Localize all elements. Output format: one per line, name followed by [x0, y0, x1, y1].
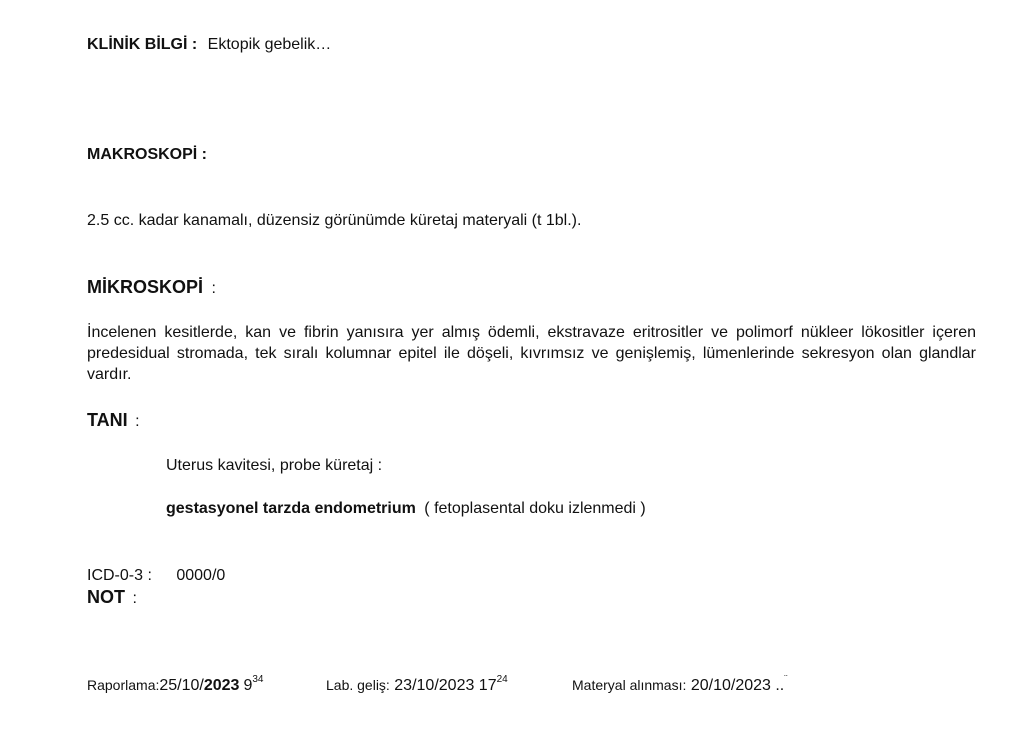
report-year: 2023 — [203, 677, 240, 694]
footer-report — [87, 674, 264, 695]
report-date: 25/10/ — [159, 677, 204, 694]
diagnosis-heading-line — [87, 410, 140, 431]
clinical-info-line — [87, 36, 331, 54]
diagnosis-colon: : — [135, 413, 140, 430]
lab-minute: 24 — [496, 674, 508, 685]
clinical-info-value: Ektopik gebelik… — [207, 36, 332, 53]
material-trail: ¨ — [784, 674, 788, 685]
footer-lab — [326, 674, 508, 695]
microscopy-colon: : — [211, 280, 216, 297]
icd-value: 0000/0 — [176, 567, 226, 584]
lab-label: Lab. geliş: — [326, 677, 390, 693]
lab-date: 23/10/2023 17 — [394, 677, 497, 694]
diagnosis-finding: gestasyonel tarzda endometrium — [166, 500, 416, 517]
report-label: Raporlama: — [87, 677, 160, 693]
material-label: Materyal alınması: — [572, 677, 687, 693]
microscopy-text: İncelenen kesitlerde, kan ve fibrin yanısıra yer almış ödemli, ekstravaze eritrositler ve polimorf nükleer lökositler içeren predesidual stromada, tek sıralı kolumnar epitel ile döşeli, kıvrımsız ve genişlemiş, lümenlerinde sekresyon olan glandlar vardır. — [87, 324, 976, 383]
diagnosis-finding-line — [166, 500, 646, 518]
note-heading: NOT — [87, 587, 125, 607]
note-colon: : — [132, 590, 137, 607]
note-line — [87, 587, 137, 608]
microscopy-heading-line — [87, 277, 216, 298]
macroscopy-heading: MAKROSKOPİ : — [87, 146, 207, 163]
macroscopy-text: 2.5 cc. kadar kanamalı, düzensiz görünümde küretaj materyali (t 1bl.). — [87, 212, 582, 229]
footer-material — [572, 674, 788, 695]
clinical-info-label: KLİNİK BİLGİ : — [87, 36, 198, 53]
icd-line — [87, 567, 225, 585]
diagnosis-heading: TANI — [87, 410, 128, 430]
report-minute: 34 — [252, 674, 264, 685]
diagnosis-finding-note: ( fetoplasental doku izlenmedi ) — [424, 500, 646, 517]
diagnosis-specimen: Uterus kavitesi, probe küretaj : — [166, 457, 383, 474]
microscopy-heading: MİKROSKOPİ — [87, 277, 204, 297]
material-date: 20/10/2023 .. — [690, 677, 785, 694]
report-hour: 9 — [243, 677, 253, 694]
icd-label: ICD-0-3 : — [87, 567, 152, 584]
